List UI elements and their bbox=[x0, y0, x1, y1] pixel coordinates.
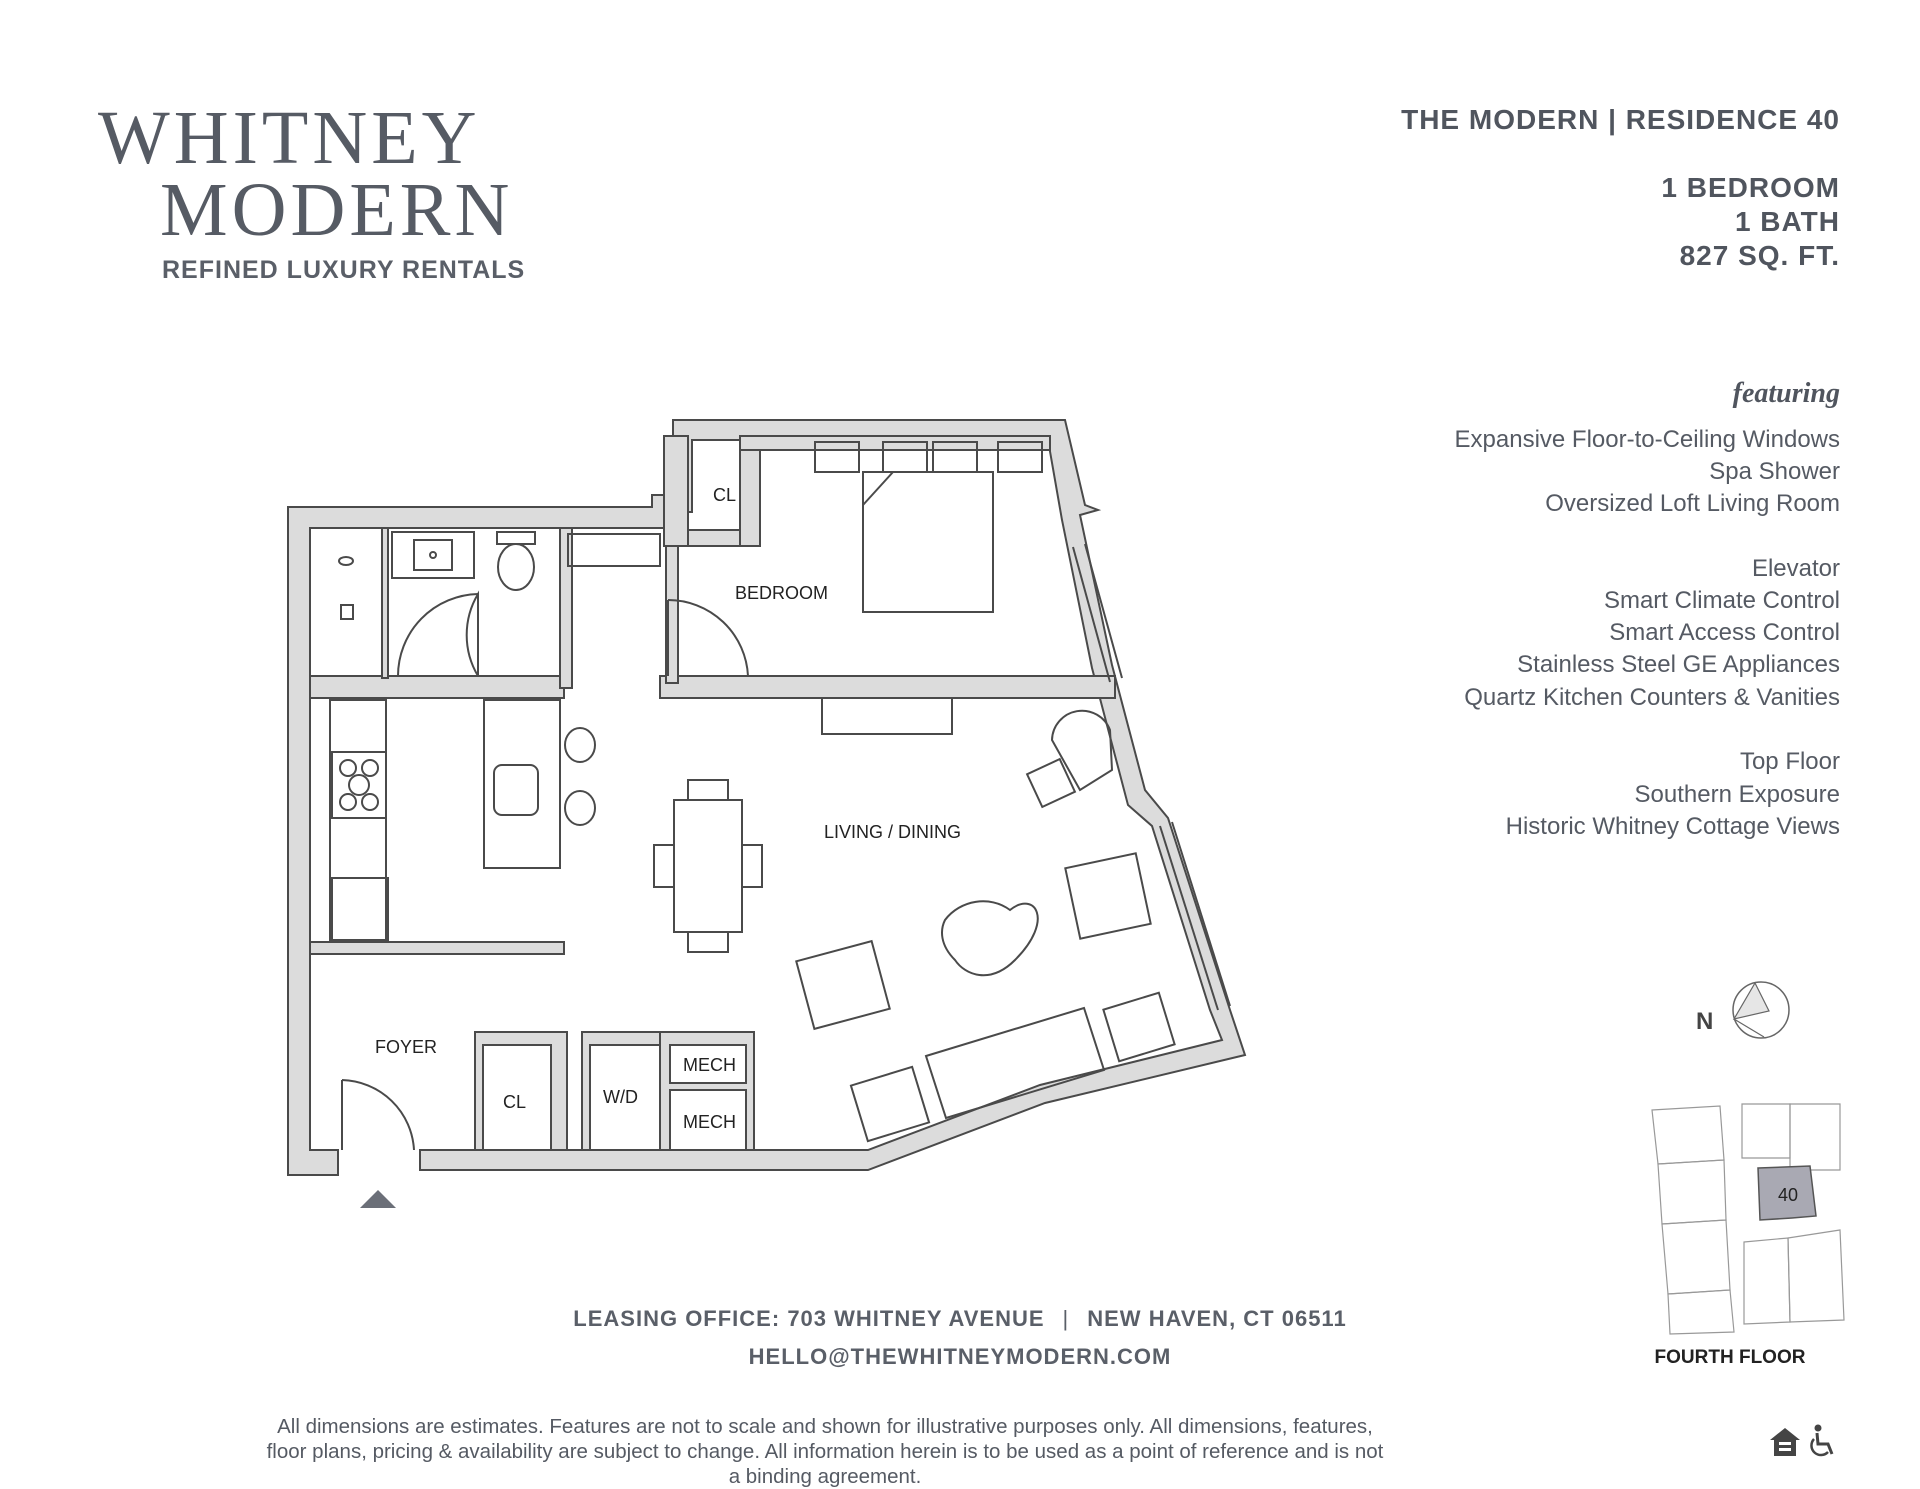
entry-arrow-icon bbox=[360, 1190, 396, 1208]
brand-line2: MODERN bbox=[160, 168, 514, 252]
room-label-foyer: FOYER bbox=[375, 1037, 438, 1057]
keyplan bbox=[1640, 1090, 1855, 1340]
office-city: NEW HAVEN, CT 06511 bbox=[1087, 1306, 1347, 1331]
room-label-washer-dryer: W/D bbox=[603, 1087, 638, 1107]
featuring-title: featuring bbox=[1732, 378, 1840, 409]
compass-label: N bbox=[1696, 1008, 1714, 1035]
feature-item: Top Floor bbox=[1739, 748, 1840, 775]
room-label-mech-2: MECH bbox=[683, 1112, 736, 1132]
room-label-closet-bottom: CL bbox=[503, 1092, 527, 1112]
office-address: 703 WHITNEY AVENUE bbox=[787, 1306, 1045, 1331]
keyplan-floor-label: FOURTH FLOOR bbox=[1654, 1347, 1806, 1368]
disclaimer: All dimensions are estimates. Features are not to scale and shown for illustrative purposes only. All dimensions, features, floor plans, pricing & availability are subject to change. All information herein is to be used as a point of reference and is not a binding agreement. bbox=[266, 1415, 1384, 1488]
feature-item: Smart Access Control bbox=[1609, 619, 1840, 646]
feature-item: Smart Climate Control bbox=[1603, 587, 1840, 614]
room-label-mech-1: MECH bbox=[683, 1055, 736, 1075]
plan-fixtures bbox=[330, 442, 1230, 1141]
feature-item: Historic Whitney Cottage Views bbox=[1505, 813, 1840, 840]
accessibility-icon bbox=[1806, 1424, 1838, 1458]
room-label-bedroom: BEDROOM bbox=[735, 583, 829, 603]
keyplan-unit-label: 40 bbox=[1778, 1185, 1799, 1205]
leasing-office-line: LEASING OFFICE: 703 WHITNEY AVENUE | NEW HAVEN, CT 06511 bbox=[573, 1306, 1347, 1331]
room-label-living-dining: LIVING / DINING bbox=[824, 822, 962, 842]
feature-item: Southern Exposure bbox=[1634, 781, 1840, 808]
brand-line1: WHITNEY bbox=[98, 96, 481, 180]
square-footage: 827 SQ. FT. bbox=[1679, 240, 1840, 271]
brand-tagline: REFINED LUXURY RENTALS bbox=[162, 256, 526, 284]
leasing-office-label: LEASING OFFICE bbox=[573, 1306, 772, 1331]
feature-item: Oversized Loft Living Room bbox=[1545, 490, 1840, 517]
room-label-closet-top: CL bbox=[713, 485, 737, 505]
bath-count: 1 BATH bbox=[1734, 206, 1840, 237]
residence-title: THE MODERN | RESIDENCE 40 bbox=[1401, 104, 1840, 135]
equal-housing-icon bbox=[1768, 1426, 1802, 1458]
feature-item: Expansive Floor-to-Ceiling Windows bbox=[1454, 426, 1840, 453]
feature-item: Quartz Kitchen Counters & Vanities bbox=[1464, 684, 1840, 711]
feature-item: Stainless Steel GE Appliances bbox=[1517, 651, 1840, 678]
entry-door bbox=[342, 1080, 414, 1150]
feature-item: Elevator bbox=[1751, 555, 1840, 582]
bedroom-count: 1 BEDROOM bbox=[1661, 172, 1840, 203]
feature-item: Spa Shower bbox=[1709, 458, 1840, 485]
contact-email[interactable]: HELLO@THEWHITNEYMODERN.COM bbox=[748, 1344, 1172, 1369]
